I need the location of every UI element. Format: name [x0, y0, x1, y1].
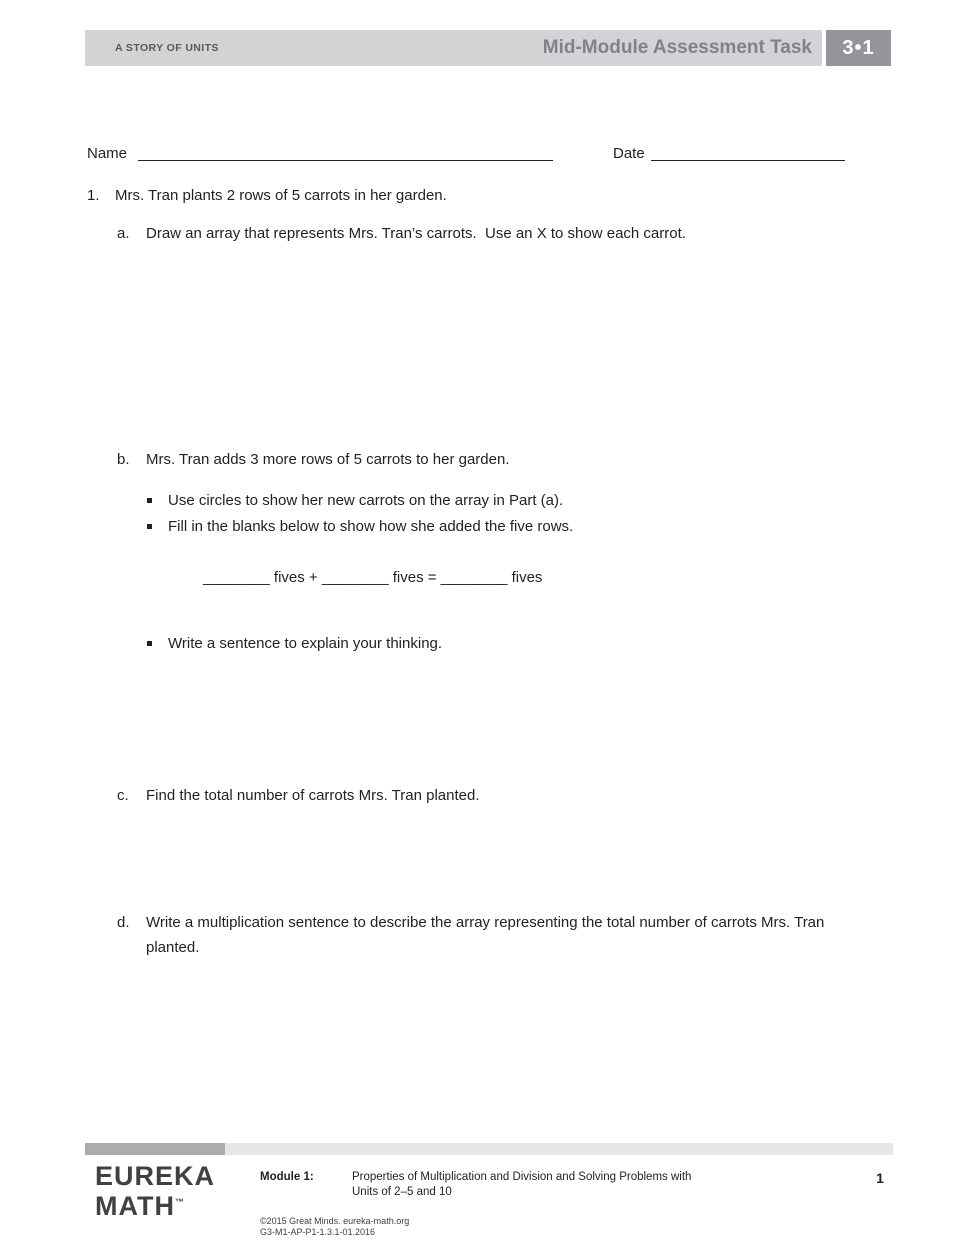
part-b-label: b.	[117, 451, 130, 468]
question-1-text: Mrs. Tran plants 2 rows of 5 carrots in her garden.	[115, 187, 447, 204]
module-label: Module 1:	[260, 1171, 314, 1183]
module-description-line-2: Units of 2–5 and 10	[352, 1186, 452, 1198]
name-blank-line	[138, 144, 553, 161]
fives-equation-blanks: ________ fives + ________ fives = ________ fives	[203, 569, 543, 586]
question-1	[87, 186, 867, 206]
part-b-bullet-3	[147, 634, 847, 654]
question-1-part-c	[117, 786, 877, 806]
part-b-bullet-1-text: Use circles to show her new carrots on the array in Part (a).	[168, 492, 564, 509]
square-bullet-icon	[147, 498, 152, 503]
copyright-line-2: G3-M1-AP-P1-1.3.1-01.2016	[260, 1226, 376, 1237]
part-d-text: Write a multiplication sentence to describe the array representing the total number of carrots Mrs. Tran planted.	[146, 914, 829, 956]
question-1-number: 1.	[87, 187, 100, 204]
module-description-line-1: Properties of Multiplication and Division and Solving Problems with	[352, 1171, 692, 1183]
footer-strip-dark	[85, 1143, 225, 1155]
square-bullet-icon	[147, 524, 152, 529]
question-1-part-a	[117, 224, 877, 244]
copyright-block	[260, 1216, 409, 1237]
square-bullet-icon	[147, 641, 152, 646]
logo-word-eureka: EUREKA	[95, 1161, 216, 1191]
part-b-bullet-2	[147, 517, 847, 537]
part-b-bullet-2-text: Fill in the blanks below to show how she added the five rows.	[168, 518, 574, 535]
page-number: 1	[876, 1170, 884, 1186]
date-blank-line	[651, 144, 845, 161]
header-bar	[85, 30, 822, 66]
part-c-text: Find the total number of carrots Mrs. Tran planted.	[146, 787, 480, 804]
page-title: Mid-Module Assessment Task	[542, 37, 812, 58]
copyright-line-1: ©2015 Great Minds. eureka-math.org	[260, 1216, 410, 1226]
eureka-math-logo	[95, 1163, 215, 1219]
part-b-text: Mrs. Tran adds 3 more rows of 5 carrots to her garden.	[146, 451, 510, 468]
date-label: Date	[613, 145, 645, 162]
part-d-label: d.	[117, 914, 130, 931]
name-label: Name	[87, 145, 128, 162]
trademark-symbol: ™	[174, 1197, 184, 1207]
question-1-part-d	[117, 911, 846, 960]
logo-word-math: MATH™	[95, 1191, 184, 1221]
series-label: A STORY OF UNITS	[115, 42, 219, 54]
part-a-text: Draw an array that represents Mrs. Tran’s carrots. Use an X to show each carrot.	[146, 225, 686, 242]
part-a-label: a.	[117, 225, 130, 242]
part-b-bullet-3-text: Write a sentence to explain your thinking.	[168, 635, 443, 652]
part-b-bullet-1	[147, 491, 847, 511]
question-1-part-b	[117, 450, 877, 470]
module-description	[352, 1170, 732, 1200]
part-c-label: c.	[117, 787, 129, 804]
footer-strip-light	[225, 1143, 893, 1155]
module-badge: 3•1	[826, 30, 891, 66]
